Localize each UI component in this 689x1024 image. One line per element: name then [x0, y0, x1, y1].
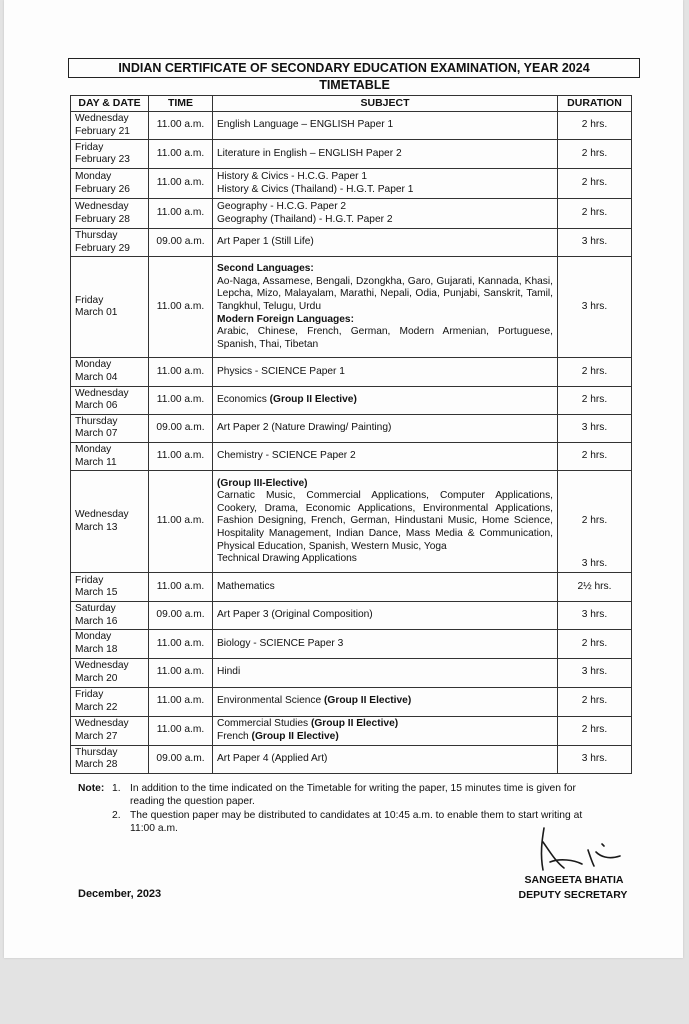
subject-group-label: (Group II Elective): [269, 393, 357, 405]
subject-group-label: (Group II Elective): [310, 717, 399, 729]
subject-line: [217, 666, 553, 679]
duration-cell: 3 hrs.: [558, 414, 632, 442]
subject-line: [217, 553, 553, 566]
subject-line: [217, 394, 553, 407]
date-label: February 26: [75, 183, 130, 195]
subject-cell: [213, 658, 558, 687]
duration-cell: 2 hrs.: [558, 442, 632, 470]
duration-cell: 2 hrs.: [558, 199, 632, 229]
subject-cell: [213, 716, 558, 745]
subject-cell: [213, 687, 558, 716]
subject-cell: [213, 229, 558, 257]
subject-text: Hindi: [217, 666, 241, 678]
day-date-cell: [71, 229, 149, 257]
table-row: [71, 386, 632, 414]
subject-line: [217, 695, 553, 708]
subject-line: [217, 276, 553, 314]
subject-text: Second Languages:: [217, 263, 314, 275]
time-cell: 11.00 a.m.: [149, 716, 213, 745]
subject-text: Mathematics: [217, 580, 275, 592]
table-row: [71, 358, 632, 386]
time-cell: 11.00 a.m.: [149, 442, 213, 470]
duration-cell: 2 hrs.: [558, 630, 632, 658]
date-label: March 15: [75, 587, 118, 599]
subject-text: Environmental Science: [217, 695, 325, 707]
subject-line: [217, 184, 553, 197]
date-label: March 27: [75, 730, 118, 742]
document-subtitle: TIMETABLE: [319, 78, 390, 92]
table-row: [71, 716, 632, 745]
day-label: Wednesday: [75, 717, 129, 729]
subject-text: Economics: [217, 393, 270, 405]
document-title: INDIAN CERTIFICATE OF SECONDARY EDUCATION EXAMINATION, YEAR 2024: [68, 58, 640, 78]
day-date-cell: [71, 716, 149, 745]
date-label: March 01: [75, 307, 118, 319]
day-label: Wednesday: [75, 201, 129, 213]
subject-line: [217, 581, 553, 594]
table-row: [71, 257, 632, 358]
subject-cell: [213, 573, 558, 602]
subject-line: [217, 171, 553, 184]
subject-text: French: [217, 730, 252, 742]
table-row: [71, 745, 632, 773]
subject-line: [217, 236, 553, 249]
subject-text: Technical Drawing Applications: [217, 553, 357, 565]
subject-cell: [213, 745, 558, 773]
time-cell: 11.00 a.m.: [149, 386, 213, 414]
table-row: [71, 602, 632, 630]
day-date-cell: [71, 169, 149, 199]
subject-text: History & Civics - H.C.G. Paper 1: [217, 171, 368, 183]
time-cell: 11.00 a.m.: [149, 658, 213, 687]
table-row: [71, 630, 632, 658]
subject-line: [217, 366, 553, 379]
time-cell: 09.00 a.m.: [149, 414, 213, 442]
day-label: Monday: [75, 443, 112, 455]
date-label: February 29: [75, 242, 130, 254]
table-row: [71, 112, 632, 140]
duration-cell: 3 hrs.: [558, 257, 632, 358]
table-row: [71, 442, 632, 470]
subject-text: Ao-Naga, Assamese, Bengali, Dzongkha, Garo, Gujarati, Kannada, Khasi, Lepcha, Mizo, Malayalam, Marathi, Nepali, Odia, Punjabi, Sanskrit, Tamil, Tangkhul, Telugu, Urdu: [217, 275, 553, 313]
day-date-cell: [71, 386, 149, 414]
note-item: [78, 809, 608, 836]
subject-line: [217, 490, 553, 553]
subject-text: Literature in English – ENGLISH Paper 2: [217, 147, 402, 159]
subject-line: [217, 609, 553, 622]
duration-cell: [558, 471, 632, 573]
time-cell: 11.00 a.m.: [149, 112, 213, 140]
subject-cell: [213, 442, 558, 470]
subject-group-label: (Group II Elective): [251, 730, 339, 742]
subject-cell: [213, 386, 558, 414]
duration-value: 2 hrs.: [581, 515, 608, 527]
timetable: [70, 95, 632, 774]
date-label: February 28: [75, 213, 130, 225]
day-label: Monday: [75, 359, 112, 371]
time-cell: 09.00 a.m.: [149, 745, 213, 773]
duration-cell: 2 hrs.: [558, 140, 632, 169]
note-label: Note:: [78, 783, 105, 794]
day-date-cell: [71, 112, 149, 140]
time-cell: 11.00 a.m.: [149, 199, 213, 229]
table-row: [71, 658, 632, 687]
column-header-day-date: DAY & DATE: [71, 96, 149, 112]
day-date-cell: [71, 140, 149, 169]
time-cell: 11.00 a.m.: [149, 630, 213, 658]
day-label: Monday: [75, 631, 112, 643]
time-cell: 11.00 a.m.: [149, 257, 213, 358]
timetable-body: [71, 112, 632, 774]
time-cell: 11.00 a.m.: [149, 358, 213, 386]
note-number: 2.: [112, 809, 121, 821]
date-label: March 22: [75, 701, 118, 713]
day-label: Wednesday: [75, 659, 129, 671]
subject-text: Physics - SCIENCE Paper 1: [217, 365, 345, 377]
day-label: Wednesday: [75, 509, 129, 521]
date-label: March 13: [75, 521, 118, 533]
signatory-name: SANGEETA BHATIA: [524, 874, 624, 886]
subject-line: [217, 119, 553, 132]
subject-text: History & Civics (Thailand) - H.G.T. Paper 1: [217, 183, 414, 195]
table-row: [71, 471, 632, 573]
subject-line: [217, 201, 553, 214]
subject-line: [217, 314, 553, 327]
date-label: March 04: [75, 371, 118, 383]
date-label: March 06: [75, 400, 118, 412]
note-number: 1.: [112, 783, 121, 794]
duration-cell: 2 hrs.: [558, 386, 632, 414]
time-cell: 11.00 a.m.: [149, 687, 213, 716]
time-cell: 11.00 a.m.: [149, 169, 213, 199]
duration-cell: 2 hrs.: [558, 358, 632, 386]
day-label: Wednesday: [75, 387, 129, 399]
date-label: March 11: [75, 456, 117, 468]
subject-cell: [213, 414, 558, 442]
day-label: Thursday: [75, 746, 118, 758]
day-date-cell: [71, 358, 149, 386]
column-header-subject: SUBJECT: [213, 96, 558, 112]
duration-value: 3 hrs.: [581, 557, 608, 569]
duration-cell: 3 hrs.: [558, 658, 632, 687]
subject-line: [217, 214, 553, 227]
date-label: March 18: [75, 643, 118, 655]
table-header-row: [71, 96, 632, 112]
subject-text: Chemistry - SCIENCE Paper 2: [217, 450, 356, 462]
day-label: Friday: [75, 688, 104, 700]
subject-text: Art Paper 4 (Applied Art): [217, 752, 328, 764]
day-date-cell: [71, 414, 149, 442]
subject-cell: [213, 140, 558, 169]
day-label: Friday: [75, 141, 104, 153]
subject-cell: [213, 112, 558, 140]
date-label: February 21: [75, 125, 130, 137]
signatory-title: DEPUTY SECRETARY: [518, 889, 628, 901]
day-date-cell: [71, 745, 149, 773]
subject-line: [217, 638, 553, 651]
subject-cell: [213, 471, 558, 573]
subject-line: [217, 422, 553, 435]
subject-text: Arabic, Chinese, French, German, Modern Armenian, Portuguese, Spanish, Thai, Tibetan: [217, 326, 553, 350]
subject-text: Geography - H.C.G. Paper 2: [217, 201, 347, 213]
subject-cell: [213, 630, 558, 658]
time-cell: 11.00 a.m.: [149, 471, 213, 573]
date-label: March 16: [75, 615, 118, 627]
subject-group-label: (Group II Elective): [324, 695, 412, 707]
day-label: Thursday: [75, 230, 118, 242]
subject-text: Biology - SCIENCE Paper 3: [217, 637, 344, 649]
duration-cell: 3 hrs.: [558, 602, 632, 630]
subject-text: Commercial Studies: [217, 717, 311, 729]
table-row: [71, 414, 632, 442]
time-cell: 09.00 a.m.: [149, 229, 213, 257]
day-label: Friday: [75, 574, 104, 586]
table-row: [71, 140, 632, 169]
note-text: The question paper may be distributed to candidates at 10:45 a.m. to enable them to start writing at 11:00 a.m.: [130, 809, 583, 834]
date-label: February 23: [75, 154, 130, 166]
table-row: [71, 573, 632, 602]
duration-cell: 2 hrs.: [558, 112, 632, 140]
subject-line: [217, 326, 553, 351]
day-label: Friday: [75, 294, 104, 306]
document-date: December, 2023: [78, 888, 162, 900]
subject-text: Art Paper 1 (Still Life): [217, 236, 314, 248]
day-date-cell: [71, 658, 149, 687]
date-label: March 07: [75, 428, 118, 440]
duration-cell: 2 hrs.: [558, 169, 632, 199]
duration-cell: 3 hrs.: [558, 745, 632, 773]
day-date-cell: [71, 257, 149, 358]
table-row: [71, 199, 632, 229]
subject-text: English Language – ENGLISH Paper 1: [217, 119, 394, 131]
column-header-time: TIME: [149, 96, 213, 112]
table-row: [71, 229, 632, 257]
notes-section: [78, 782, 608, 835]
subject-cell: [213, 199, 558, 229]
subject-line: [217, 450, 553, 463]
subject-text: Modern Foreign Languages:: [217, 313, 354, 325]
day-date-cell: [71, 199, 149, 229]
time-cell: 11.00 a.m.: [149, 573, 213, 602]
day-label: Wednesday: [75, 113, 129, 124]
subject-text: Art Paper 2 (Nature Drawing/ Painting): [217, 422, 392, 434]
handwritten-signature: [530, 822, 630, 882]
time-cell: 11.00 a.m.: [149, 140, 213, 169]
day-date-cell: [71, 471, 149, 573]
subject-line: [217, 263, 553, 276]
subject-cell: [213, 169, 558, 199]
time-cell: 09.00 a.m.: [149, 602, 213, 630]
duration-cell: 2½ hrs.: [558, 573, 632, 602]
duration-cell: 2 hrs.: [558, 716, 632, 745]
day-date-cell: [71, 602, 149, 630]
date-label: March 28: [75, 759, 118, 771]
subject-text: Carnatic Music, Commercial Applications, Computer Applications, Cookery, Drama, Economic Applications, Environmental Applications, Fashion Designing, French, German, Hindustani Music, Home Science, Hospitality Management, Indian Dance, Mass Media & Communication, Physical Education, Spanish, Western Music, Yoga: [217, 490, 553, 552]
subject-text: (Group III-Elective): [217, 477, 308, 489]
table-row: [71, 687, 632, 716]
date-label: March 20: [75, 672, 118, 684]
day-label: Thursday: [75, 415, 118, 427]
subject-text: Geography (Thailand) - H.G.T. Paper 2: [217, 213, 393, 225]
subject-line: [217, 148, 553, 161]
column-header-duration: DURATION: [558, 96, 632, 112]
day-date-cell: [71, 687, 149, 716]
subject-cell: [213, 257, 558, 358]
duration-cell: 2 hrs.: [558, 687, 632, 716]
subject-line: [217, 478, 553, 491]
day-date-cell: [71, 442, 149, 470]
day-date-cell: [71, 630, 149, 658]
subject-line: [217, 718, 553, 731]
subject-cell: [213, 358, 558, 386]
note-item: [78, 782, 608, 809]
day-label: Saturday: [75, 603, 116, 615]
day-label: Monday: [75, 171, 112, 183]
duration-cell: 3 hrs.: [558, 229, 632, 257]
subject-cell: [213, 602, 558, 630]
subject-line: [217, 753, 553, 766]
subject-line: [217, 731, 553, 744]
table-row: [71, 169, 632, 199]
subject-text: Art Paper 3 (Original Composition): [217, 609, 373, 621]
day-date-cell: [71, 573, 149, 602]
note-text: In addition to the time indicated on the Timetable for writing the paper, 15 minutes time is given for reading the question paper.: [130, 783, 576, 808]
